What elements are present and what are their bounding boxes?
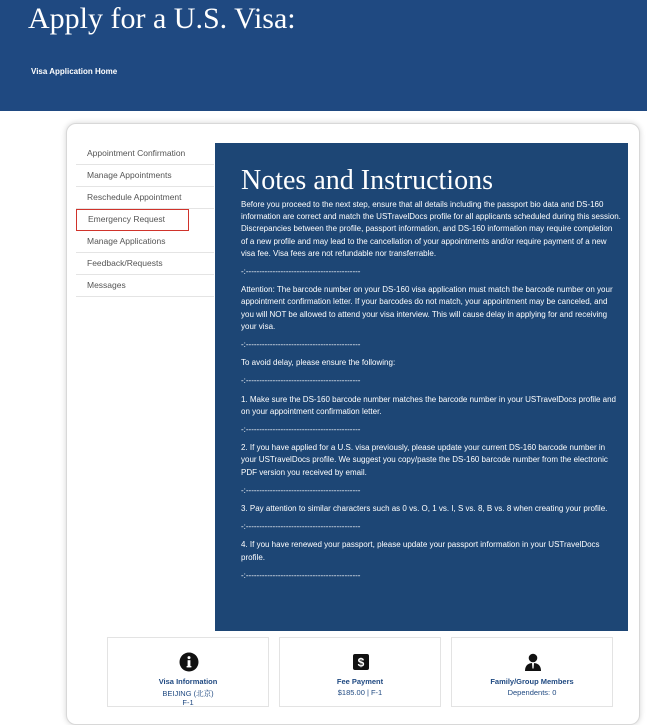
notes-paragraph: To avoid delay, please ensure the following: <box>241 358 396 368</box>
sidebar-item-feedback-requests[interactable]: Feedback/Requests <box>76 253 214 275</box>
notes-panel <box>215 143 628 631</box>
notes-paragraph: Before you proceed to the next step, ensure that all details including the passport bio data and DS-160 information are correct and match the USTravelDocs profile for all applicants scheduled during this session. Discrepancies between the profile, passport information, and DS-160 information may require completion of a new profile and may lead to the cancellation of your appointments and/or require payment of a new visa fee. Visa fees are not refundable nor transferrable. <box>241 200 621 258</box>
notes-separator: -:------------------------------------------- <box>241 376 361 386</box>
info-cards-row <box>107 637 615 707</box>
notes-paragraph: 2. If you have applied for a U.S. visa previously, please update your current DS-160 barcode number in your USTravelDocs profile. We suggest you copy/paste the DS-160 barcode number from the electronic PDF version you received by email. <box>241 443 608 477</box>
fee-payment-value: $185.00 | F-1 <box>337 688 383 697</box>
sidebar-item-emergency-request[interactable]: Emergency Request <box>76 209 189 231</box>
notes-separator: -:------------------------------------------- <box>241 485 361 495</box>
notes-paragraph: 1. Make sure the DS-160 barcode number matches the barcode number in your USTravelDocs profile and on your appointment confirmation letter. <box>241 394 617 416</box>
sidebar-item-manage-applications[interactable]: Manage Applications <box>76 231 214 253</box>
family-group-members-value: Dependents: 0 <box>507 688 557 697</box>
fee-payment-card[interactable] <box>279 637 441 707</box>
visa-information-class: F-1 <box>182 698 194 707</box>
family-group-members-card[interactable] <box>451 637 613 707</box>
breadcrumb-visa-application-home[interactable]: Visa Application Home <box>31 67 118 76</box>
visa-information-card[interactable] <box>107 637 269 707</box>
info-icon <box>179 652 199 672</box>
notes-paragraph: 4. If you have renewed your passport, please update your passport information in your USTravelDocs profile. <box>241 540 600 562</box>
page-title: Apply for a U.S. Visa: <box>28 2 296 35</box>
dollar-icon <box>351 652 371 672</box>
visa-information-title: Visa Information <box>158 677 218 686</box>
notes-body <box>241 199 621 588</box>
notes-separator: -:------------------------------------------- <box>241 340 361 350</box>
sidebar-item-messages[interactable]: Messages <box>76 275 214 297</box>
sidebar-item-appointment-confirmation[interactable]: Appointment Confirmation <box>76 143 214 165</box>
sidebar-item-reschedule-appointment[interactable]: Reschedule Appointment <box>76 187 214 209</box>
user-icon <box>523 652 543 672</box>
visa-information-value: BEIJING (北京) <box>162 689 214 698</box>
notes-paragraph: 3. Pay attention to similar characters such as 0 vs. O, 1 vs. I, S vs. 8, B vs. 8 when creating your profile. <box>241 504 608 514</box>
notes-separator: -:------------------------------------------- <box>241 267 361 277</box>
notes-heading: Notes and Instructions <box>241 165 493 196</box>
sidebar-item-manage-appointments[interactable]: Manage Appointments <box>76 165 214 187</box>
notes-separator: -:------------------------------------------- <box>241 522 361 532</box>
header-banner <box>0 0 647 111</box>
notes-paragraph: Attention: The barcode number on your DS-160 visa application must match the barcode number on your appointment confirmation letter. If your barcodes do not match, your appointment may be canceled, and you will NOT be allowed to attend your visa interview. This will cause delay in applying for and receiving your visa. <box>241 285 613 331</box>
notes-separator: -:------------------------------------------- <box>241 570 361 580</box>
svg-text:$: $ <box>357 655 365 670</box>
notes-separator: -:------------------------------------------- <box>241 425 361 435</box>
sidebar-nav <box>76 143 214 297</box>
family-group-members-title: Family/Group Members <box>490 677 574 686</box>
fee-payment-title: Fee Payment <box>336 677 384 686</box>
